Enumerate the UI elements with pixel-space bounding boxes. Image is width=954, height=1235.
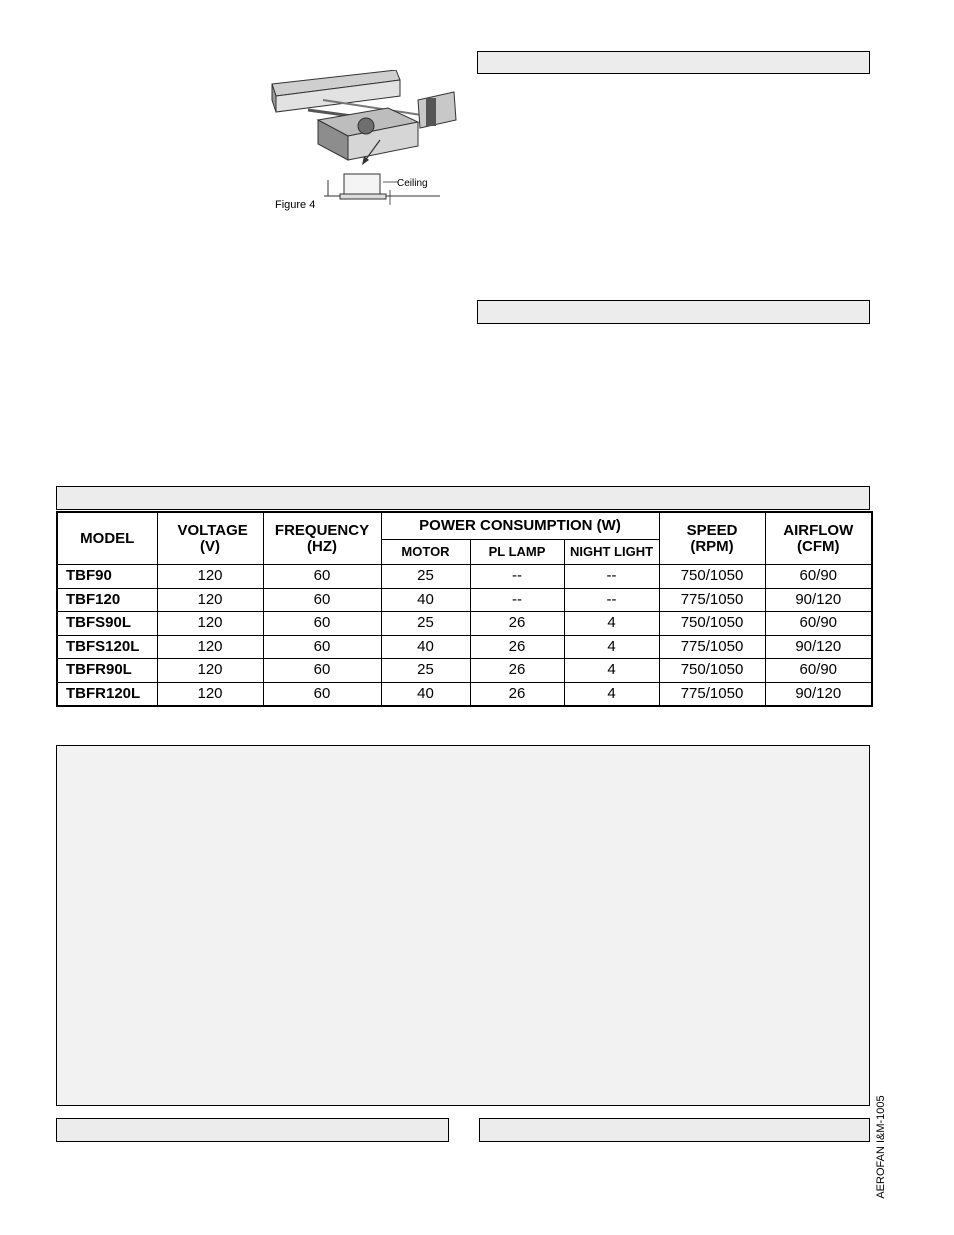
header-motor: MOTOR	[381, 540, 470, 565]
cell-night-light: 4	[564, 635, 659, 659]
header-airflow: AIRFLOW (CFM)	[765, 512, 872, 565]
specifications-table	[56, 511, 873, 707]
table-row	[57, 659, 872, 683]
cell-voltage: 120	[157, 565, 263, 589]
cell-pl-lamp: 26	[470, 682, 564, 706]
cell-airflow: 60/90	[765, 612, 872, 636]
section-header-bar-bottom-left	[56, 1118, 449, 1142]
cell-night-light: 4	[564, 612, 659, 636]
section-header-bar-top-right	[477, 51, 870, 74]
cell-motor: 25	[381, 612, 470, 636]
cell-model: TBFS120L	[57, 635, 157, 659]
cell-frequency: 60	[263, 588, 381, 612]
header-power-consumption: POWER CONSUMPTION (W)	[381, 512, 659, 540]
figure-4-illustration	[268, 70, 458, 215]
cell-pl-lamp: 26	[470, 659, 564, 683]
header-frequency: FREQUENCY (HZ)	[263, 512, 381, 565]
cell-airflow: 90/120	[765, 588, 872, 612]
table-header-row	[57, 512, 872, 540]
cell-motor: 40	[381, 682, 470, 706]
cell-airflow: 60/90	[765, 659, 872, 683]
cell-speed: 750/1050	[659, 659, 765, 683]
cell-frequency: 60	[263, 635, 381, 659]
table-row	[57, 565, 872, 589]
header-speed: SPEED (RPM)	[659, 512, 765, 565]
cell-frequency: 60	[263, 565, 381, 589]
cell-motor: 25	[381, 565, 470, 589]
cell-voltage: 120	[157, 588, 263, 612]
cell-airflow: 90/120	[765, 682, 872, 706]
cell-model: TBFR120L	[57, 682, 157, 706]
cell-frequency: 60	[263, 682, 381, 706]
cell-speed: 775/1050	[659, 588, 765, 612]
section-header-bar-bottom-right	[479, 1118, 870, 1142]
document-code: AEROFAN I&M-1005	[875, 1095, 887, 1199]
table-row	[57, 588, 872, 612]
cell-model: TBFR90L	[57, 659, 157, 683]
cell-night-light: --	[564, 565, 659, 589]
cell-voltage: 120	[157, 682, 263, 706]
shaded-notice-box	[56, 745, 870, 1106]
cell-voltage: 120	[157, 612, 263, 636]
cell-pl-lamp: 26	[470, 612, 564, 636]
cell-speed: 750/1050	[659, 565, 765, 589]
cell-model: TBF90	[57, 565, 157, 589]
ceiling-label: Ceiling	[397, 178, 428, 189]
header-model: MODEL	[57, 512, 157, 565]
cell-motor: 25	[381, 659, 470, 683]
cell-night-light: 4	[564, 682, 659, 706]
cell-airflow: 90/120	[765, 635, 872, 659]
cell-model: TBFS90L	[57, 612, 157, 636]
table-row	[57, 612, 872, 636]
cell-speed: 775/1050	[659, 682, 765, 706]
cell-model: TBF120	[57, 588, 157, 612]
cell-motor: 40	[381, 588, 470, 612]
fan-installation-drawing	[268, 70, 458, 215]
cell-motor: 40	[381, 635, 470, 659]
cell-night-light: 4	[564, 659, 659, 683]
cell-night-light: --	[564, 588, 659, 612]
cell-speed: 750/1050	[659, 612, 765, 636]
cell-frequency: 60	[263, 659, 381, 683]
section-header-bar-middle-right	[477, 300, 870, 324]
header-pl-lamp: PL LAMP	[470, 540, 564, 565]
header-night-light: NIGHT LIGHT	[564, 540, 659, 565]
figure-caption: Figure 4	[275, 199, 316, 211]
cell-speed: 775/1050	[659, 635, 765, 659]
cell-pl-lamp: --	[470, 588, 564, 612]
cell-voltage: 120	[157, 635, 263, 659]
table-row	[57, 682, 872, 706]
cell-airflow: 60/90	[765, 565, 872, 589]
cell-voltage: 120	[157, 659, 263, 683]
cell-pl-lamp: --	[470, 565, 564, 589]
header-voltage: VOLTAGE (V)	[157, 512, 263, 565]
table-row	[57, 635, 872, 659]
specifications-header-bar	[56, 486, 870, 510]
cell-pl-lamp: 26	[470, 635, 564, 659]
cell-frequency: 60	[263, 612, 381, 636]
